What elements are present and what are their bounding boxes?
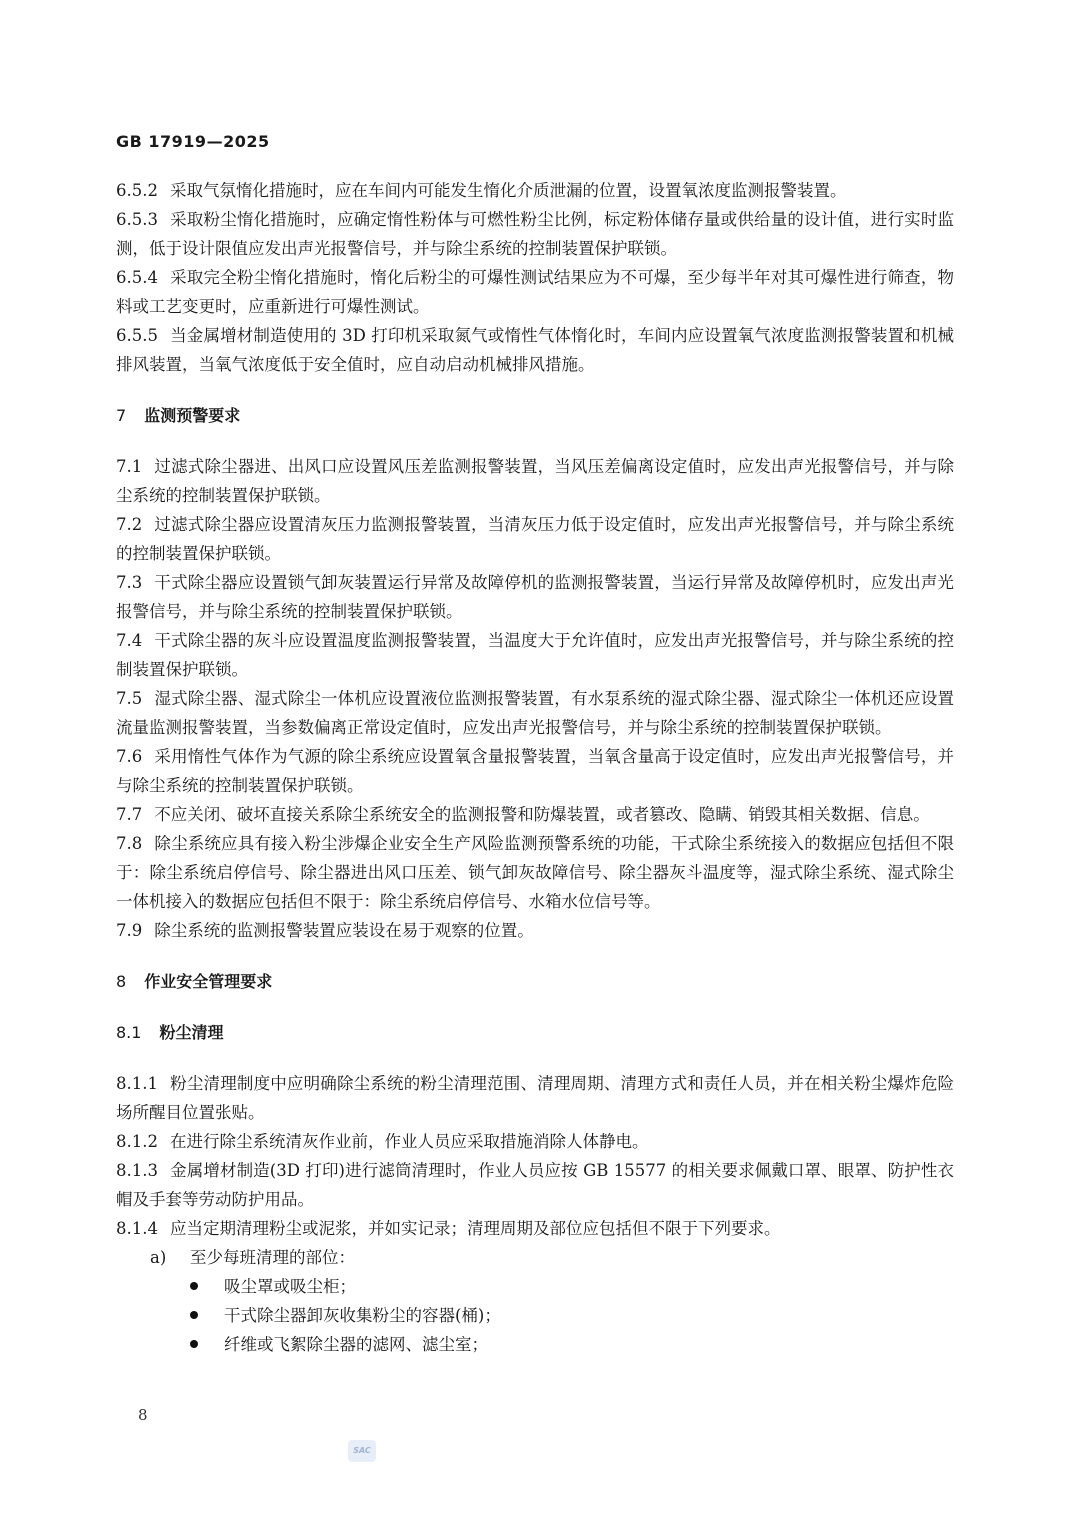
clause-text: 应当定期清理粉尘或泥浆，并如实记录；清理周期及部位应包括但不限于下列要求。	[169, 1219, 781, 1238]
clause-7-7	[116, 800, 954, 829]
clause-number: 6.5.5	[116, 326, 158, 345]
clause-number: 7.1	[116, 457, 143, 476]
sac-watermark-logo: SAC	[348, 1440, 376, 1462]
clause-8-1-1	[116, 1069, 954, 1127]
clause-text: 当金属增材制造使用的 3D 打印机采取氮气或惰性气体惰化时，车间内应设置氧气浓度监测报警装置和机械排风装置，当氧气浓度低于安全值时，应自动启动机械排风措施。	[116, 326, 954, 374]
clause-8-1-2	[116, 1127, 954, 1156]
clause-6-5-3	[116, 205, 954, 263]
clause-7-4	[116, 626, 954, 684]
clause-number: 6.5.3	[116, 210, 158, 229]
clause-number: 8.1.2	[116, 1132, 158, 1151]
standard-code: GB 17919—2025	[116, 132, 270, 151]
clause-number: 8.1.3	[116, 1161, 158, 1180]
clause-number: 8.1.1	[116, 1074, 158, 1093]
bullet-item: 纤维或飞絮除尘器的滤网、滤尘室；	[190, 1330, 954, 1359]
section-heading-8	[116, 967, 954, 996]
clause-6-5-4	[116, 263, 954, 321]
clause-7-2	[116, 510, 954, 568]
clause-text: 采用惰性气体作为气源的除尘系统应设置氧含量报警装置，当氧含量高于设定值时，应发出声光报警信号，并与除尘系统的控制装置保护联锁。	[116, 747, 954, 795]
clause-number: 7.7	[116, 805, 143, 824]
clause-text: 金属增材制造(3D 打印)进行滤筒清理时，作业人员应按 GB 15577 的相关要求佩戴口罩、眼罩、防护性衣帽及手套等劳动防护用品。	[116, 1161, 954, 1209]
bullet-item: 干式除尘器卸灰收集粉尘的容器(桶)；	[190, 1301, 954, 1330]
clause-7-3	[116, 568, 954, 626]
list-marker: a)	[150, 1248, 167, 1267]
page-number: 8	[138, 1406, 148, 1424]
clause-text: 采取气氛惰化措施时，应在车间内可能发生惰化介质泄漏的位置，设置氧浓度监测报警装置。	[169, 181, 847, 200]
clause-text: 采取完全粉尘惰化措施时，惰化后粉尘的可爆性测试结果应为不可爆，至少每半年对其可爆性进行筛查，物料或工艺变更时，应重新进行可爆性测试。	[116, 268, 954, 316]
clause-number: 7.2	[116, 515, 143, 534]
clause-7-9	[116, 916, 954, 945]
clause-7-5	[116, 684, 954, 742]
heading-title: 粉尘清理	[159, 1023, 224, 1042]
document-body	[116, 176, 954, 1359]
clause-text: 过滤式除尘器进、出风口应设置风压差监测报警装置，当风压差偏离设定值时，应发出声光报警信号，并与除尘系统的控制装置保护联锁。	[116, 457, 954, 505]
clause-number: 7.6	[116, 747, 143, 766]
clause-number: 7.3	[116, 573, 143, 592]
clause-number: 6.5.4	[116, 268, 158, 287]
clause-text: 粉尘清理制度中应明确除尘系统的粉尘清理范围、清理周期、清理方式和责任人员，并在相关粉尘爆炸危险场所醒目位置张贴。	[116, 1074, 954, 1122]
clause-text: 除尘系统应具有接入粉尘涉爆企业安全生产风险监测预警系统的功能，干式除尘系统接入的数据应包括但不限于：除尘系统启停信号、除尘器进出风口压差、锁气卸灰故障信号、除尘器灰斗温度等，湿式除尘系统、湿式除尘一体机接入的数据应包括但不限于：除尘系统启停信号、水箱水位信号等。	[116, 834, 954, 911]
clause-number: 7.8	[116, 834, 143, 853]
clause-number: 7.9	[116, 921, 143, 940]
heading-number: 8.1	[116, 1023, 142, 1042]
heading-title: 监测预警要求	[144, 406, 241, 425]
heading-number: 8	[116, 972, 127, 991]
clause-8-1-4	[116, 1214, 954, 1243]
list-item-a	[150, 1243, 954, 1272]
clause-text: 除尘系统的监测报警装置应装设在易于观察的位置。	[154, 921, 534, 940]
bullet-item: 吸尘罩或吸尘柜；	[190, 1272, 954, 1301]
clause-7-8	[116, 829, 954, 916]
clause-text: 干式除尘器应设置锁气卸灰装置运行异常及故障停机的监测报警装置，当运行异常及故障停机时，应发出声光报警信号，并与除尘系统的控制装置保护联锁。	[116, 573, 954, 621]
clause-number: 7.4	[116, 631, 143, 650]
clause-number: 8.1.4	[116, 1219, 158, 1238]
clause-text: 采取粉尘惰化措施时，应确定惰性粉体与可燃性粉尘比例，标定粉体储存量或供给量的设计值，进行实时监测，低于设计限值应发出声光报警信号，并与除尘系统的控制装置保护联锁。	[116, 210, 954, 258]
heading-number: 7	[116, 406, 127, 425]
clause-number: 7.5	[116, 689, 143, 708]
clause-text: 湿式除尘器、湿式除尘一体机应设置液位监测报警装置，有水泵系统的湿式除尘器、湿式除尘一体机还应设置流量监测报警装置，当参数偏离正常设定值时，应发出声光报警信号，并与除尘系统的控制装置保护联锁。	[116, 689, 954, 737]
section-heading-7	[116, 401, 954, 430]
clause-7-6	[116, 742, 954, 800]
clause-text: 过滤式除尘器应设置清灰压力监测报警装置，当清灰压力低于设定值时，应发出声光报警信号，并与除尘系统的控制装置保护联锁。	[116, 515, 954, 563]
clause-6-5-2	[116, 176, 954, 205]
clause-text: 干式除尘器的灰斗应设置温度监测报警装置，当温度大于允许值时，应发出声光报警信号，并与除尘系统的控制装置保护联锁。	[116, 631, 954, 679]
bullet-list	[116, 1272, 954, 1359]
clause-text: 不应关闭、破坏直接关系除尘系统安全的监测报警和防爆装置，或者篡改、隐瞒、销毁其相关数据、信息。	[154, 805, 930, 824]
clause-6-5-5	[116, 321, 954, 379]
clause-number: 6.5.2	[116, 181, 158, 200]
list-item-text: 至少每班清理的部位：	[190, 1248, 355, 1267]
clause-8-1-3	[116, 1156, 954, 1214]
clause-7-1	[116, 452, 954, 510]
clause-text: 在进行除尘系统清灰作业前，作业人员应采取措施消除人体静电。	[169, 1132, 649, 1151]
section-heading-8-1	[116, 1018, 954, 1047]
heading-title: 作业安全管理要求	[144, 972, 273, 991]
